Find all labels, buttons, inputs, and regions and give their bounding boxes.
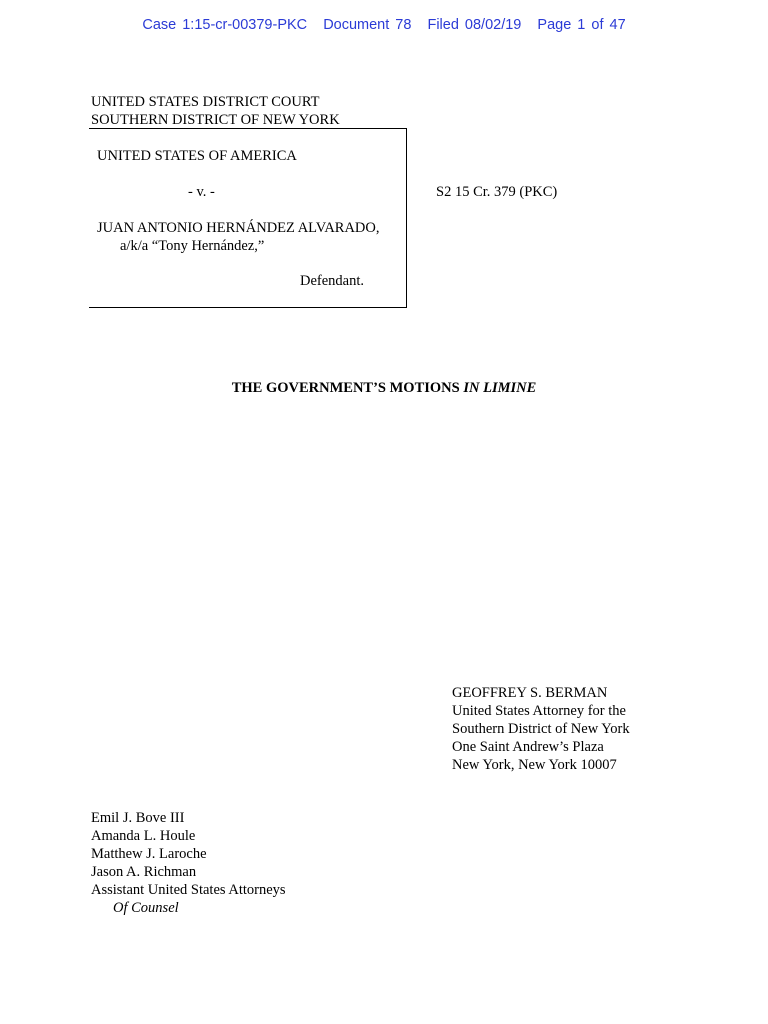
document-title-italic: IN LIMINE (463, 380, 537, 396)
versus: - v. - (188, 184, 215, 200)
counsel-role: Assistant United States Attorneys (91, 882, 286, 898)
defendant-alias: a/k/a “Tony Hernández,” (120, 238, 265, 254)
court-name (91, 93, 340, 129)
court-name-line2: SOUTHERN DISTRICT OF NEW YORK (91, 112, 340, 128)
us-attorney-address: One Saint Andrew’s Plaza (452, 739, 604, 755)
us-attorney-city: New York, New York 10007 (452, 757, 617, 773)
counsel-name: Matthew J. Laroche (91, 846, 207, 862)
ecf-document-number: Document 78 (323, 17, 412, 33)
defendant-name: JUAN ANTONIO HERNÁNDEZ ALVARADO, (97, 220, 380, 236)
us-attorney-name: GEOFFREY S. BERMAN (452, 685, 608, 701)
ecf-page-number: Page 1 of 47 (537, 17, 626, 33)
us-attorney-district: Southern District of New York (452, 721, 630, 737)
us-attorney-block (452, 684, 630, 774)
counsel-name: Amanda L. Houle (91, 828, 196, 844)
ecf-case-number: Case 1:15-cr-00379-PKC (142, 17, 308, 33)
ecf-filing-header (0, 17, 768, 33)
plaintiff-name: UNITED STATES OF AMERICA (97, 148, 297, 164)
court-name-line1: UNITED STATES DISTRICT COURT (91, 94, 320, 110)
defendant-label: Defendant. (300, 273, 365, 289)
us-attorney-title: United States Attorney for the (452, 703, 626, 719)
document-title-main: THE GOVERNMENT’S MOTIONS (231, 380, 464, 396)
counsel-name: Emil J. Bove III (91, 810, 185, 826)
of-counsel: Of Counsel (113, 900, 179, 916)
ecf-filed-date: Filed 08/02/19 (427, 17, 522, 33)
document-title (0, 380, 768, 397)
case-number: S2 15 Cr. 379 (PKC) (436, 184, 558, 200)
counsel-block (91, 809, 286, 917)
counsel-name: Jason A. Richman (91, 864, 197, 880)
